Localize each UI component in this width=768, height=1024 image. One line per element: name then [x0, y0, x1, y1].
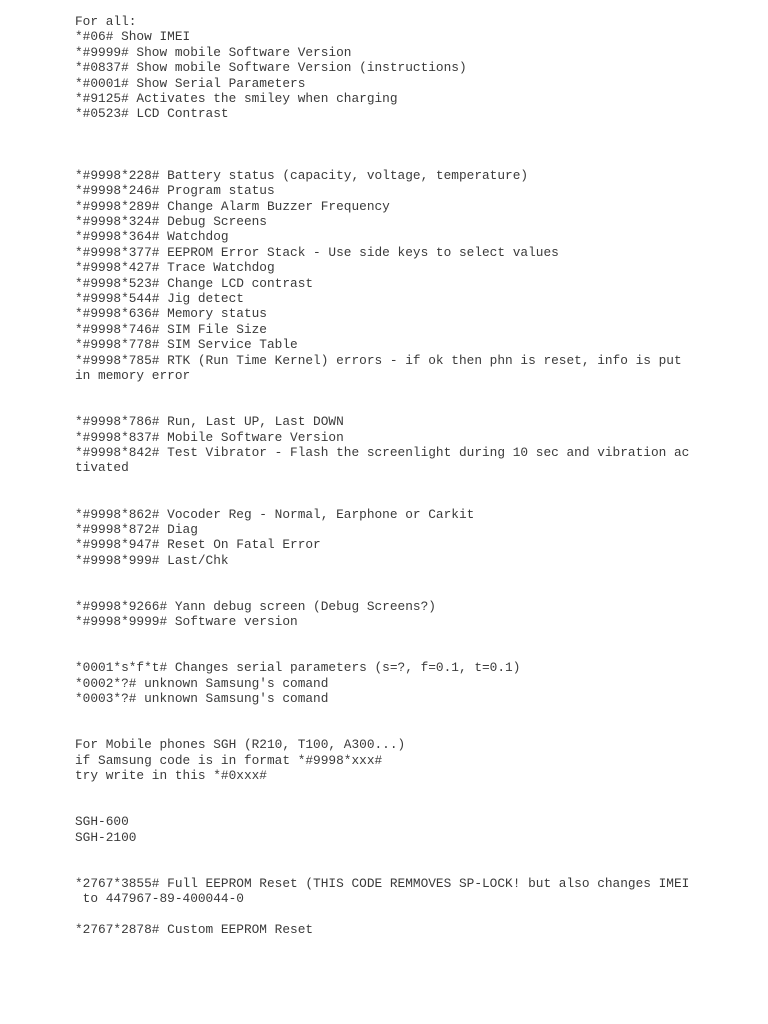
note-line: try write in this *#0xxx# [75, 768, 267, 784]
code-line: *#9998*289# Change Alarm Buzzer Frequency [75, 198, 390, 214]
code-line: *#9998*778# SIM Service Table [75, 337, 298, 353]
blank-gap [75, 568, 755, 599]
code-line: *#9998*999# Last/Chk [75, 552, 229, 568]
blank-gap [75, 707, 755, 738]
code-line: *#9998*544# Jig detect [75, 291, 244, 307]
section-heading: For all: [75, 14, 137, 29]
code-line: *#9998*364# Watchdog [75, 229, 229, 245]
code-line: *0002*?# unknown Samsung's comand [75, 675, 329, 691]
code-line: *#9998*636# Memory status [75, 306, 267, 322]
code-line: *2767*2878# Custom EEPROM Reset [75, 922, 314, 938]
code-line-continuation: in memory error [75, 368, 191, 383]
code-line: *#0523# LCD Contrast [75, 106, 229, 122]
code-line-continuation: to 447967-89-400044-0 [75, 891, 244, 907]
code-line: *#9998*872# Diag [75, 521, 198, 537]
code-line: *#9998*324# Debug Screens [75, 214, 267, 230]
note-line: For Mobile phones SGH (R210, T100, A300...) [75, 737, 406, 753]
code-line: *#9998*862# Vocoder Reg - Normal, Earphone or Carkit [75, 506, 475, 522]
code-line: *#06# Show IMEI [75, 29, 191, 45]
blank-gap [75, 784, 755, 815]
code-line: *#9998*523# Change LCD contrast [75, 275, 314, 291]
code-line: *#0001# Show Serial Parameters [75, 75, 306, 91]
code-line: *#0837# Show mobile Software Version (instructions) [75, 60, 467, 76]
blank-gap [75, 845, 755, 876]
code-line: *#9998*786# Run, Last UP, Last DOWN [75, 414, 344, 430]
code-line: *#9998*842# Test Vibrator - Flash the screenlight during 10 sec and vibration ac [75, 444, 690, 460]
code-line: *#9125# Activates the smiley when charging [75, 90, 398, 106]
blank-gap [75, 122, 755, 168]
code-line: *0003*?# unknown Samsung's comand [75, 691, 329, 707]
model-line: SGH-2100 [75, 829, 137, 845]
blank-gap [75, 907, 755, 922]
code-line: *#9998*837# Mobile Software Version [75, 429, 344, 445]
code-line: *#9998*746# SIM File Size [75, 321, 267, 337]
code-line: *0001*s*f*t# Changes serial parameters (s=?, f=0.1, t=0.1) [75, 660, 521, 676]
code-line: *#9998*9266# Yann debug screen (Debug Screens?) [75, 598, 436, 614]
code-line: *#9998*228# Battery status (capacity, voltage, temperature) [75, 167, 529, 183]
code-line: *2767*3855# Full EEPROM Reset (THIS CODE REMMOVES SP-LOCK! but also changes IMEI [75, 876, 690, 891]
code-line: *#9998*785# RTK (Run Time Kernel) errors - if ok then phn is reset, info is put [75, 352, 682, 368]
code-line: *#9999# Show mobile Software Version [75, 44, 352, 60]
document-page [75, 14, 755, 938]
blank-gap [75, 630, 755, 661]
code-line: *#9998*427# Trace Watchdog [75, 260, 275, 276]
blank-gap [75, 476, 755, 507]
code-line: *#9998*9999# Software version [75, 614, 298, 630]
code-line: *#9998*246# Program status [75, 183, 275, 199]
model-line: SGH-600 [75, 814, 129, 830]
code-line: *#9998*377# EEPROM Error Stack - Use side keys to select values [75, 244, 559, 260]
code-line: *#9998*947# Reset On Fatal Error [75, 537, 321, 553]
note-line: if Samsung code is in format *#9998*xxx# [75, 752, 383, 768]
code-line-continuation: tivated [75, 460, 129, 476]
blank-gap [75, 383, 755, 414]
